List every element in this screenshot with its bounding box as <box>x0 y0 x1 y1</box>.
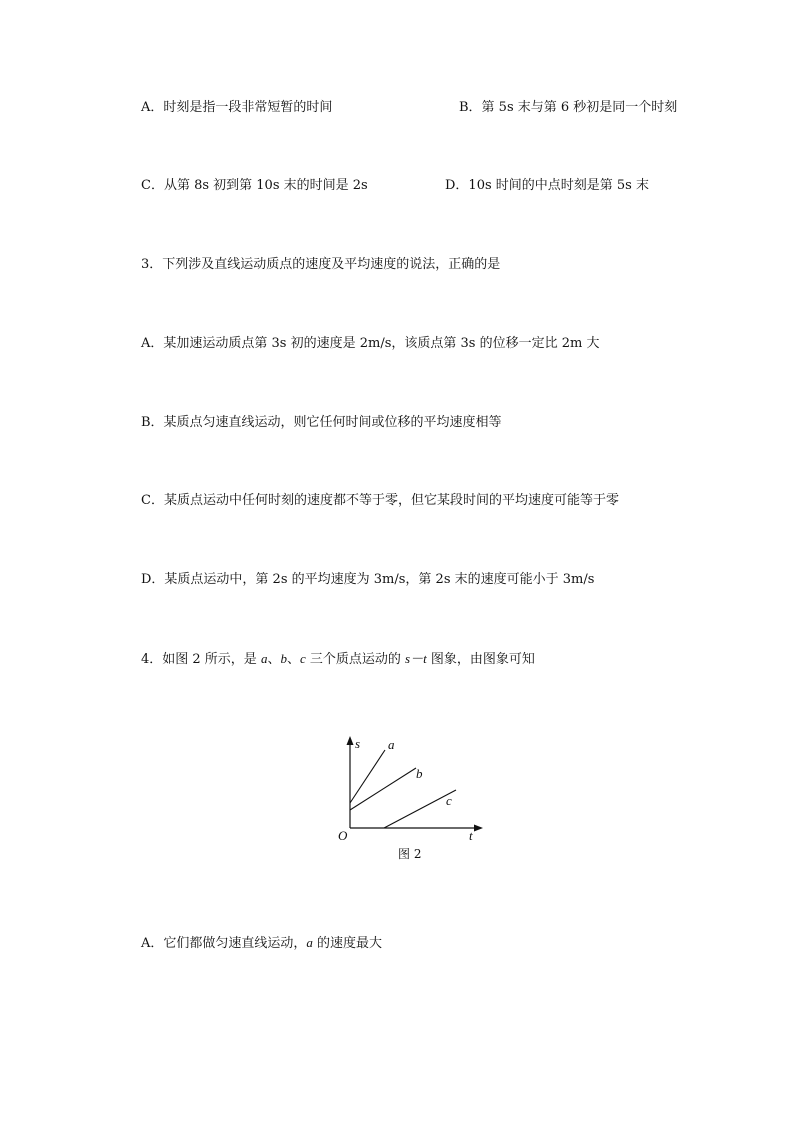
question-4 <box>141 650 535 669</box>
origin-label: O <box>338 828 348 843</box>
option-4a-var: a <box>306 935 313 950</box>
var-c: c <box>299 651 306 666</box>
label-b: b <box>416 766 423 781</box>
figure-2-st-graph <box>330 728 490 868</box>
axis-y-label: s <box>355 736 361 751</box>
question-4-mid: 三个质点运动的 <box>305 652 406 667</box>
option-3b: B．某质点匀速直线运动，则它任何时间或位移的平均速度相等 <box>141 415 502 430</box>
option-3d: D．某质点运动中，第 2s 的平均速度为 3m/s，第 2s 末的速度可能小于 3m/s <box>141 572 595 587</box>
label-c: c <box>446 793 452 808</box>
var-st: s－t <box>405 651 427 666</box>
var-a: a <box>260 651 268 666</box>
figure-caption: 图 2 <box>398 847 422 861</box>
var-b: b <box>280 651 287 666</box>
axis-x-label: t <box>469 828 473 843</box>
sep-2: 、 <box>286 652 300 667</box>
y-axis-arrow-icon <box>347 736 354 745</box>
option-2a: A．时刻是指一段非常短暂的时间 <box>141 100 333 115</box>
option-3a: A．某加速运动质点第 3s 初的速度是 2m/s，该质点第 3s 的位移一定比 2m 大 <box>141 336 600 351</box>
line-a <box>350 750 385 803</box>
option-4a-prefix: A．它们都做匀速直线运动， <box>141 936 307 951</box>
option-4a <box>141 934 382 953</box>
question-4-prefix: 4．如图 2 所示，是 <box>141 652 261 667</box>
option-3c: C．某质点运动中任何时刻的速度都不等于零，但它某段时间的平均速度可能等于零 <box>141 493 619 508</box>
sep-1: 、 <box>267 652 281 667</box>
question-3: 3．下列涉及直线运动质点的速度及平均速度的说法，正确的是 <box>141 257 501 272</box>
st-graph-svg <box>330 728 490 868</box>
option-4a-suffix: 的速度最大 <box>312 936 383 951</box>
label-a: a <box>388 737 395 752</box>
option-2b: B．第 5s 末与第 6 秒初是同一个时刻 <box>459 100 678 115</box>
option-2d: D．10s 时间的中点时刻是第 5s 末 <box>445 178 649 193</box>
option-2c: C．从第 8s 初到第 10s 末的时间是 2s <box>141 178 368 193</box>
question-4-suffix: 图象，由图象可知 <box>426 652 535 667</box>
x-axis-arrow-icon <box>474 825 483 832</box>
